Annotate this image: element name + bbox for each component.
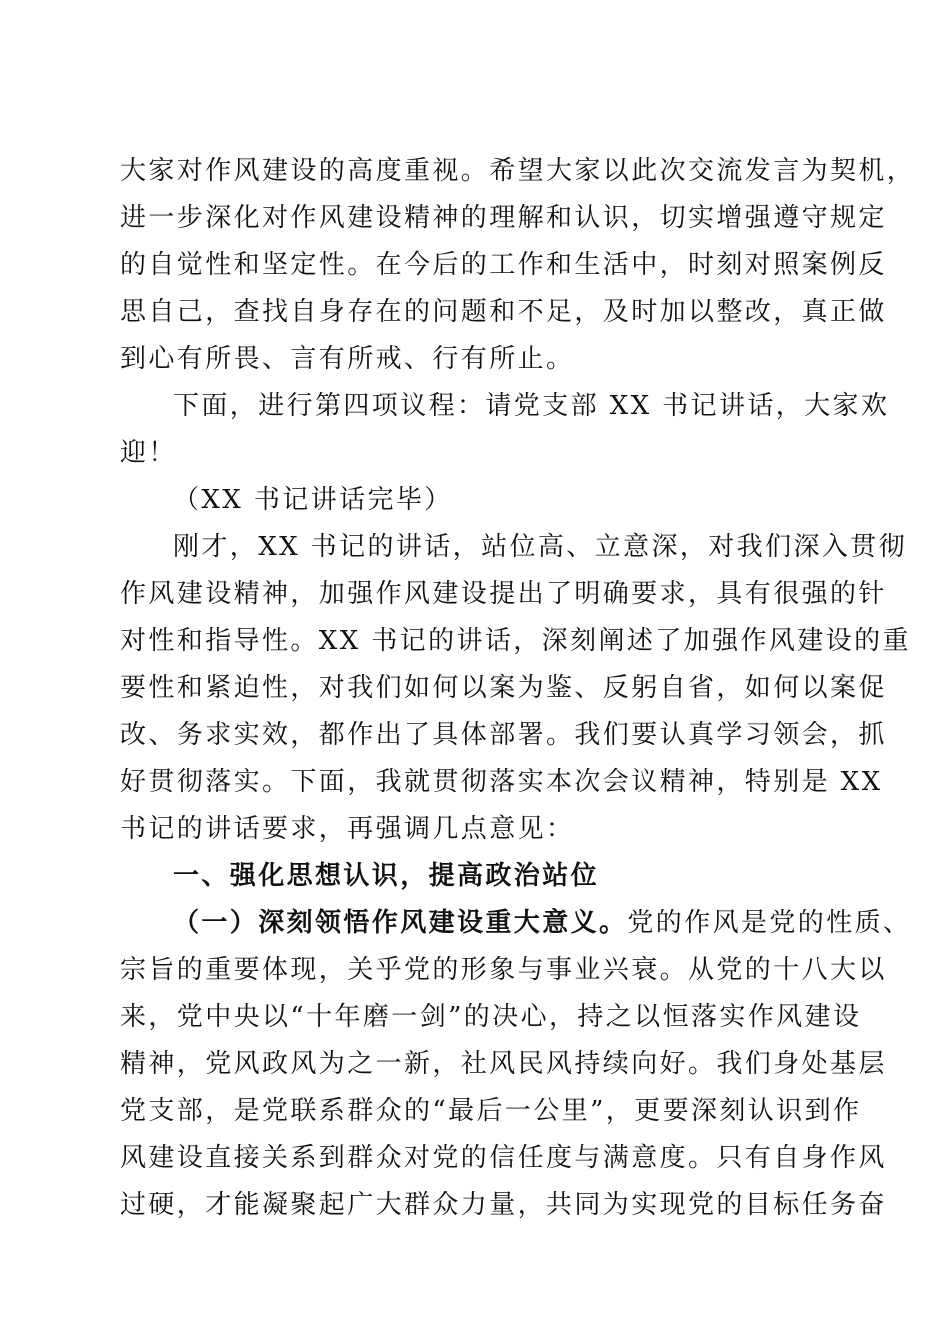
section-heading: 一、强化思想认识，提高政治站位 bbox=[173, 861, 600, 891]
text-line: 风建设直接关系到群众对党的信任度与满意度。只有自身作风 bbox=[120, 1143, 887, 1173]
text-line: 思自己，查找自身存在的问题和不足，及时加以整改，真正做 bbox=[120, 297, 887, 327]
text-line: 好贯彻落实。下面，我就贯彻落实本次会议精神，特别是 XX bbox=[120, 767, 883, 797]
text-line: 迎！ bbox=[120, 438, 177, 468]
text-line: 大家对作风建设的高度重视。希望大家以此次交流发言为契机， bbox=[120, 156, 916, 186]
subsection-line bbox=[120, 900, 912, 947]
text-line: 刚才，XX 书记的讲话，站位高、立意深，对我们深入贯彻 bbox=[173, 532, 908, 562]
text-line: 来，党中央以“十年磨一剑”的决心，持之以恒落实作风建设 bbox=[120, 1002, 862, 1032]
document-body bbox=[120, 148, 916, 1229]
text-line: 改、务求实效，都作出了具体部署。我们要认真学习领会，抓 bbox=[120, 720, 887, 750]
text-line: 进一步深化对作风建设精神的理解和认识，切实增强遵守规定 bbox=[120, 203, 887, 233]
text-line: 要性和紧迫性，对我们如何以案为鉴、反躬自省，如何以案促 bbox=[120, 673, 887, 703]
text-line: 下面，进行第四项议程：请党支部 XX 书记讲话，大家欢 bbox=[173, 391, 890, 421]
text-line: 作风建设精神，加强作风建设提出了明确要求，具有很强的针 bbox=[120, 579, 887, 609]
subsection-text: 党的作风是党的性质、 bbox=[627, 908, 912, 938]
text-line: 书记的讲话要求，再强调几点意见： bbox=[120, 814, 575, 844]
text-line: 的自觉性和坚定性。在今后的工作和生活中，时刻对照案例反 bbox=[120, 250, 887, 280]
text-line: 对性和指导性。XX 书记的讲话，深刻阐述了加强作风建设的重 bbox=[120, 626, 911, 656]
text-line: 精神，党风政风为之一新，社风民风持续向好。我们身处基层 bbox=[120, 1049, 887, 1079]
text-line: （XX 书记讲话完毕） bbox=[173, 485, 453, 515]
text-line: 到心有所畏、言有所戒、行有所止。 bbox=[120, 344, 575, 374]
text-line: 宗旨的重要体现，关乎党的形象与事业兴衰。从党的十八大以 bbox=[120, 955, 887, 985]
text-line: 党支部，是党联系群众的“最后一公里”，更要深刻认识到作 bbox=[120, 1096, 862, 1126]
text-line: 过硬，才能凝聚起广大群众力量，共同为实现党的目标任务奋 bbox=[120, 1190, 887, 1220]
subsection-heading: （一）深刻领悟作风建设重大意义。 bbox=[173, 908, 628, 938]
